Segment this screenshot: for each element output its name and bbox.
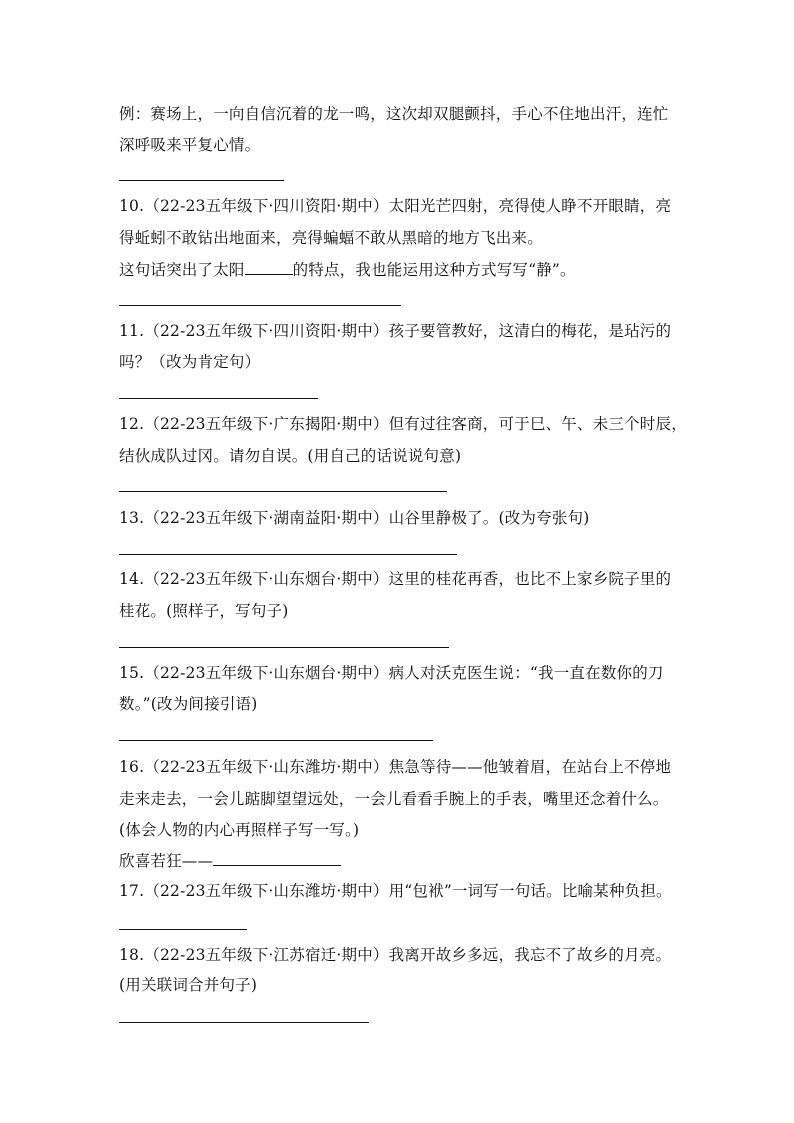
- q12-line-1: 12.（22-23五年级下·广东揭阳·期中）但有过往客商，可于巳、午、未三个时辰，: [119, 415, 687, 433]
- answer-blank-q11[interactable]: [119, 398, 318, 399]
- q16-line-3: (体会人物的内心再照样子写一写。): [119, 821, 360, 839]
- q16-line-1: 16.（22-23五年级下·山东潍坊·期中）焦急等待——他皱着眉，在站台上不停地: [119, 758, 672, 776]
- q11-line-2: 吗？（改为肯定句）: [119, 353, 261, 371]
- fill-blank-q10[interactable]: [245, 260, 293, 275]
- answer-blank-q13[interactable]: [119, 554, 457, 555]
- q13-line-1: 13.（22-23五年级下·湖南益阳·期中）山谷里静极了。(改为夸张句): [119, 509, 590, 527]
- q10-line-1: 10.（22-23五年级下·四川资阳·期中）太阳光芒四射，亮得使人睁不开眼睛，亮: [119, 197, 672, 215]
- q18-line-1: 18.（22-23五年级下·江苏宿迁·期中）我离开故乡多远，我忘不了故乡的月亮。: [119, 946, 672, 964]
- q14-line-1: 14.（22-23五年级下·山东烟台·期中）这里的桂花再香，也比不上家乡院子里的: [119, 570, 672, 588]
- example-line-1: 例：赛场上，一向自信沉着的龙一鸣，这次却双腿颤抖，手心不住地出汗，连忙: [119, 105, 669, 123]
- q10-line-2: 得蚯蚓不敢钻出地面来，亮得蝙蝠不敢从黑暗的地方飞出来。: [119, 229, 543, 247]
- q16-answer-prefix: 欣喜若狂——: [119, 852, 214, 870]
- q10-line-3-post: 的特点，我也能运用这种方式写写“静”。: [292, 261, 576, 279]
- answer-blank-q14[interactable]: [119, 647, 449, 648]
- q10-line-3-pre: 这句话突出了太阳: [119, 261, 245, 279]
- q11-line-1: 11.（22-23五年级下·四川资阳·期中）孩子要管教好，这清白的梅花，是玷污的: [119, 322, 672, 340]
- q16-line-2: 走来走去，一会儿踮脚望望远处，一会儿看看手腕上的手表，嘴里还念着什么。: [119, 790, 669, 808]
- answer-blank-q16[interactable]: [213, 851, 341, 866]
- answer-blank-example[interactable]: [119, 180, 284, 181]
- q18-line-2: (用关联词合并句子): [119, 976, 258, 994]
- example-line-2: 深呼吸来平复心情。: [119, 136, 261, 154]
- answer-blank-q18[interactable]: [119, 1022, 369, 1023]
- q15-line-1: 15.（22-23五年级下·山东烟台·期中）病人对沃克医生说：“我一直在数你的刀: [119, 664, 664, 682]
- answer-blank-q12[interactable]: [119, 491, 447, 492]
- q15-line-2: 数。”(改为间接引语): [119, 695, 258, 713]
- q10-line-3: [119, 260, 576, 280]
- answer-blank-q17[interactable]: [119, 929, 247, 930]
- answer-blank-q10[interactable]: [119, 305, 401, 306]
- answer-blank-q15[interactable]: [119, 740, 433, 741]
- q12-line-2: 结伙成队过冈。请勿自误。(用自己的话说说句意): [119, 447, 462, 465]
- q17-line-1: 17.（22-23五年级下·山东潍坊·期中）用“包袱”一词写一句话。比喻某种负担。: [119, 882, 672, 900]
- q14-line-2: 桂花。(照样子，写句子): [119, 602, 289, 620]
- q16-answer-line: [119, 851, 341, 871]
